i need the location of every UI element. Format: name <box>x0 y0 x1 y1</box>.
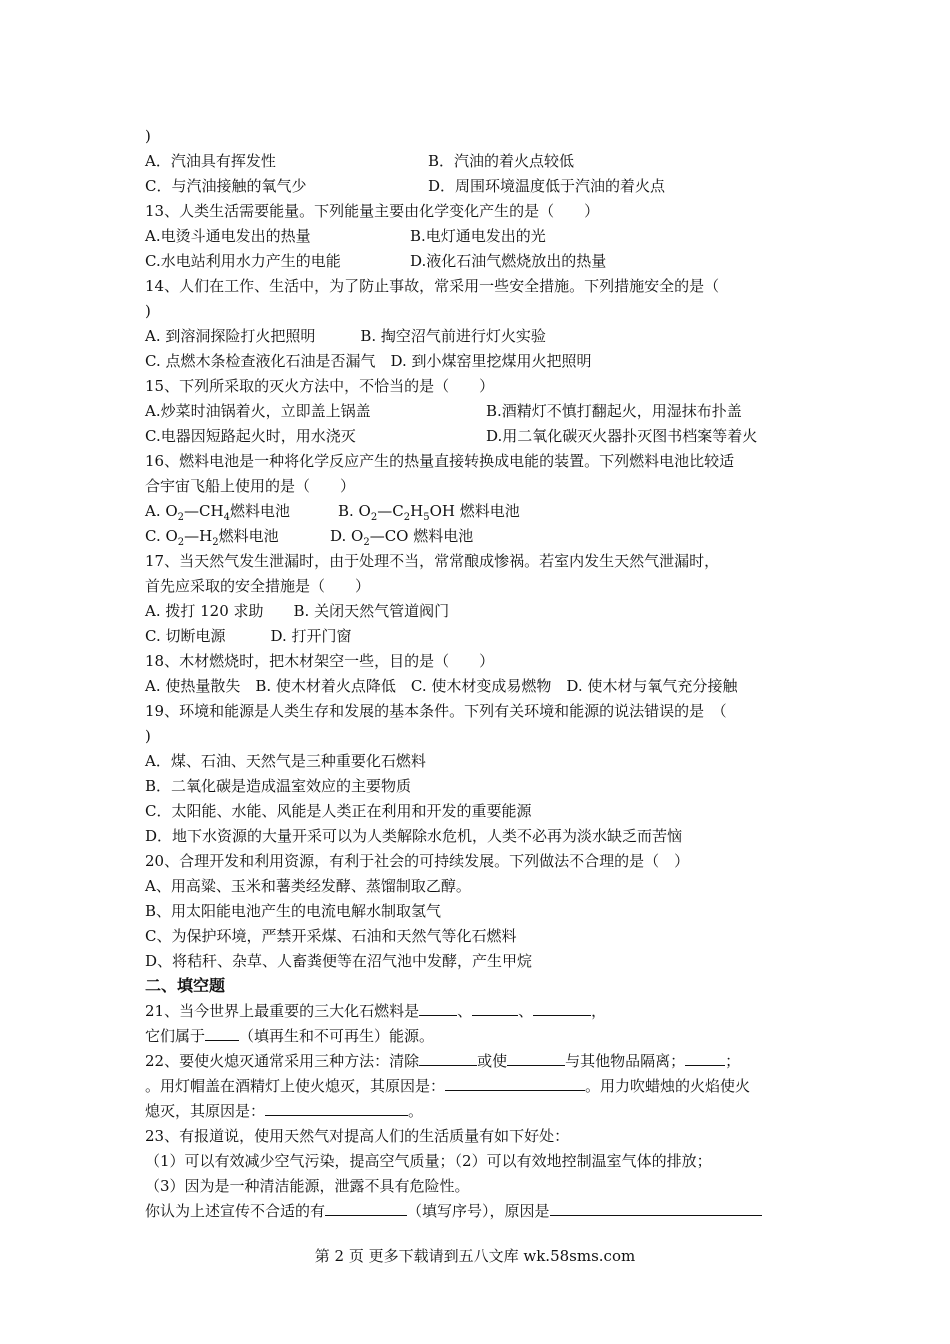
q20-option-b: B、用太阳能电池产生的电流电解水制取氢气 <box>145 902 442 920</box>
q19-option-b: B．二氧化碳是造成温室效应的主要物质 <box>145 777 412 795</box>
q12-option-b: B．汽油的着火点较低 <box>428 152 575 170</box>
q12-option-c: C．与汽油接触的氧气少 <box>145 177 307 195</box>
q19-stem-end: ) <box>145 727 151 745</box>
q22-line2: 。用灯帽盖在酒精灯上使火熄灭，其原因是： 。用力吹蜡烛的火焰使火 <box>145 1077 751 1095</box>
section-heading-fill-in: 二、填空题 <box>145 976 226 995</box>
q13-option-d: D.液化石油气燃烧放出的热量 <box>410 252 607 270</box>
q13-stem: 13、人类生活需要能量。下列能量主要由化学变化产生的是（ ） <box>145 202 600 220</box>
q17-stem: 17、当天然气发生泄漏时，由于处理不当，常常酿成惨祸。若室内发生天然气泄漏时， <box>145 552 720 570</box>
q16-option-a: A. $O_2—CH_4$燃料电池 <box>145 502 290 523</box>
q15-stem: 15、下列所采取的灭火方法中，不恰当的是（ ） <box>145 377 495 395</box>
q20-option-d: D、将秸秆、杂草、人畜粪便等在沼气池中发酵，产生甲烷 <box>145 952 533 970</box>
q23-item-3: （3）因为是一种清洁能源，泄露不具有危险性。 <box>145 1177 470 1195</box>
q16-option-c: C. $O_2—H_2$燃料电池 <box>145 527 279 548</box>
q21-stem: 21、当今世界上最重要的三大化石燃料是 、 、 ， <box>145 1002 607 1020</box>
q19-option-d: D．地下水资源的大量开采可以为人类解除水危机，人类不必再为淡水缺乏而苦恼 <box>145 827 683 845</box>
q12-option-a: A．汽油具有挥发性 <box>145 152 276 170</box>
q14-stem: 14、人们在工作、生活中，为了防止事故，常采用一些安全措施。下列措施安全的是（ <box>145 277 720 295</box>
q22-line3: 熄灭，其原因是： 。 <box>145 1102 424 1120</box>
q16-option-b: B. $O_2—C_2H_5OH$ 燃料电池 <box>338 502 520 523</box>
q13-option-b: B.电灯通电发出的光 <box>410 227 546 245</box>
q20-option-a: A、用高粱、玉米和薯类经发酵、蒸馏制取乙醇。 <box>145 877 471 895</box>
q13-option-c: C.水电站利用水力产生的电能 <box>145 252 341 270</box>
q17-options-ab: A. 拨打 120 求助 B. 关闭天然气管道阀门 <box>145 602 450 620</box>
q23-stem: 23、有报道说，使用天然气对提高人们的生活质量有如下好处： <box>145 1127 570 1145</box>
q12-closing-paren: ) <box>145 127 151 145</box>
q15-option-b: B.酒精灯不慎打翻起火，用湿抹布扑盖 <box>486 402 742 420</box>
q15-option-c: C.电器因短路起火时，用水浇灭 <box>145 427 356 445</box>
q20-option-c: C、为保护环境，严禁开采煤、石油和天然气等化石燃料 <box>145 927 517 945</box>
q23-question: 你认为上述宣传不合适的有 （填写序号），原因是 <box>145 1201 762 1221</box>
q14-stem-end: ) <box>145 302 151 320</box>
page-footer: 第 2 页 更多下载请到五八文库 wk.58sms.com <box>314 1247 636 1265</box>
q19-option-a: A．煤、石油、天然气是三种重要化石燃料 <box>145 752 426 770</box>
q19-stem: 19、环境和能源是人类生存和发展的基本条件。下列有关环境和能源的说法错误的是 （ <box>145 702 727 720</box>
q19-option-c: C．太阳能、水能、风能是人类正在利用和开发的重要能源 <box>145 802 532 820</box>
q13-option-a: A.电烫斗通电发出的热量 <box>145 227 311 245</box>
q20-stem: 20、合理开发和利用资源，有利于社会的可持续发展。下列做法不合理的是（ ） <box>145 852 690 870</box>
q21-stem-end: 它们属于 （填再生和不可再生）能源。 <box>145 1027 435 1045</box>
q15-option-a: A.炒菜时油锅着火，立即盖上锅盖 <box>145 402 371 420</box>
q12-option-d: D．周围环境温度低于汽油的着火点 <box>428 177 666 195</box>
q15-option-d: D.用二氧化碳灭火器扑灭图书档案等着火 <box>486 427 758 445</box>
q17-options-cd: C. 切断电源 D. 打开门窗 <box>145 627 352 645</box>
q16-option-d: D. $O_2—CO$ 燃料电池 <box>330 527 474 548</box>
q22-stem: 22、要使火熄灭通常采用三种方法：清除 或使 与其他物品隔离； ； <box>145 1052 741 1070</box>
q14-options-ab: A. 到溶洞探险打火把照明 B. 掏空沼气前进行灯火实验 <box>145 327 546 345</box>
q16-stem-end: 合宇宙飞船上使用的是（ ） <box>145 477 356 495</box>
q18-options: A. 使热量散失 B. 使木材着火点降低 C. 使木材变成易燃物 D. 使木材与氧气充分接触 <box>145 677 738 695</box>
q14-options-cd: C. 点燃木条检查液化石油是否漏气 D. 到小煤窑里挖煤用火把照明 <box>145 352 592 370</box>
q23-item-1-2: （1）可以有效减少空气污染，提高空气质量；（2）可以有效地控制温室气体的排放； <box>145 1152 712 1170</box>
q16-stem: 16、燃料电池是一种将化学反应产生的热量直接转换成电能的装置。下列燃料电池比较适 <box>145 452 735 470</box>
q17-stem-end: 首先应采取的安全措施是（ ） <box>145 577 371 595</box>
q18-stem: 18、木材燃烧时，把木材架空一些，目的是（ ） <box>145 652 495 670</box>
